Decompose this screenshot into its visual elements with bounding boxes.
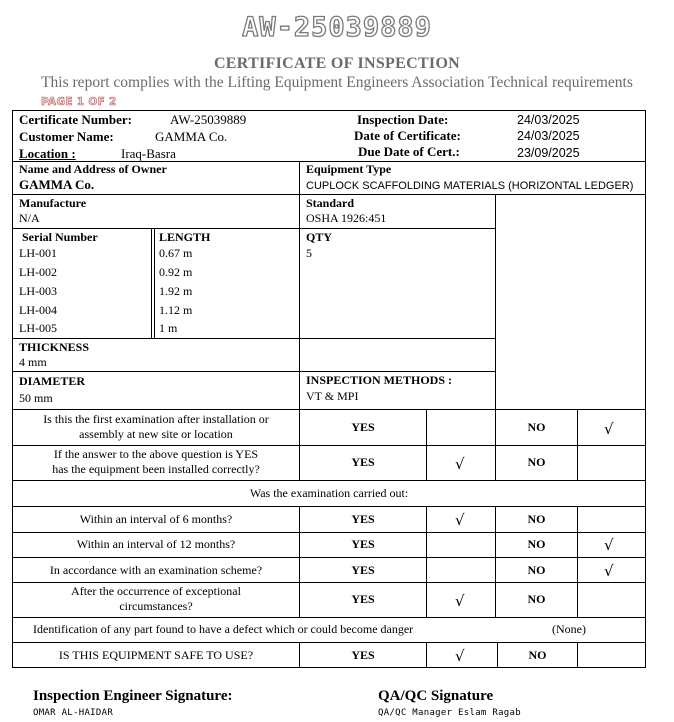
length-cell: 1 m bbox=[159, 321, 178, 335]
serial-cell: LH-001 bbox=[19, 246, 57, 260]
question-first-examination: Is this the first examination after installation or assembly at new site or location bbox=[43, 412, 269, 441]
no-label: NO bbox=[527, 537, 546, 551]
length-header: LENGTH bbox=[159, 230, 211, 244]
yes-label: YES bbox=[351, 537, 375, 551]
check-mark-icon: √ bbox=[604, 536, 614, 554]
certificate-number-value: AW-25039889 bbox=[170, 112, 247, 127]
serial-number-header: Serial Number bbox=[22, 230, 98, 244]
due-date-label: Due Date of Cert.: bbox=[358, 144, 460, 159]
date-of-certificate-value: 24/03/2025 bbox=[517, 129, 580, 143]
inspection-date-label: Inspection Date: bbox=[357, 112, 449, 127]
safe-to-use-question: IS THIS EQUIPMENT SAFE TO USE? bbox=[58, 648, 254, 662]
check-mark-icon: √ bbox=[604, 420, 614, 438]
thickness-label: THICKNESS bbox=[19, 340, 90, 354]
no-label: NO bbox=[527, 592, 546, 606]
date-of-certificate-label: Date of Certificate: bbox=[354, 128, 461, 143]
check-mark-icon: √ bbox=[455, 592, 465, 610]
defect-identification-label: Identification of any part found to have a defect which or could become danger bbox=[33, 622, 414, 636]
document-title: CERTIFICATE OF INSPECTION bbox=[213, 55, 461, 72]
owner-label: Name and Address of Owner bbox=[19, 162, 167, 176]
owner-value: GAMMA Co. bbox=[19, 177, 95, 192]
question-6-months: Within an interval of 6 months? bbox=[79, 512, 233, 526]
check-mark-icon: √ bbox=[455, 455, 465, 473]
check-mark-icon: √ bbox=[604, 562, 614, 580]
engineer-signature-label: Inspection Engineer Signature: bbox=[33, 688, 233, 704]
engineer-signature-name: OMAR AL-HAIDAR bbox=[33, 708, 114, 718]
no-label: NO bbox=[527, 512, 546, 526]
check-mark-icon: √ bbox=[455, 511, 465, 529]
check-mark-icon: √ bbox=[455, 647, 465, 665]
equipment-type-label: Equipment Type bbox=[306, 162, 392, 176]
yes-label: YES bbox=[351, 592, 375, 606]
qty-header: QTY bbox=[306, 230, 333, 244]
yes-label: YES bbox=[351, 563, 375, 577]
yes-label: YES bbox=[351, 420, 375, 434]
question-12-months: Within an interval of 12 months? bbox=[76, 537, 236, 551]
certificate-number-label: Certificate Number: bbox=[19, 112, 132, 127]
diameter-label: DIAMETER bbox=[19, 374, 86, 388]
standard-value: OSHA 1926:451 bbox=[306, 211, 387, 225]
due-date-value: 23/09/2025 bbox=[517, 146, 580, 160]
question-installed-correctly: If the answer to the above question is YES has the equipment been installed correctly? bbox=[52, 447, 260, 476]
defect-identification-value: (None) bbox=[552, 622, 586, 636]
standard-label: Standard bbox=[306, 196, 355, 210]
inspection-date-value: 24/03/2025 bbox=[517, 113, 580, 127]
question-examination-scheme: In accordance with an examination scheme? bbox=[49, 563, 263, 577]
length-cell: 1.12 m bbox=[159, 303, 193, 317]
manufacture-label: Manufacture bbox=[19, 196, 87, 210]
equipment-type-value: CUPLOCK SCAFFOLDING MATERIALS (HORIZONTAL LEDGER) bbox=[306, 180, 634, 192]
no-label: NO bbox=[527, 455, 546, 469]
yes-label: YES bbox=[351, 455, 375, 469]
location-value: Iraq-Basra bbox=[121, 146, 176, 161]
customer-name-value: GAMMA Co. bbox=[155, 129, 228, 144]
certificate-id-heading: AW-25039889 bbox=[242, 12, 432, 43]
location-label: Location : bbox=[19, 146, 76, 161]
page-indicator: PAGE 1 OF 2 bbox=[41, 96, 117, 108]
inspection-methods-value: VT & MPI bbox=[306, 389, 359, 403]
length-cell: 1.92 m bbox=[159, 284, 193, 298]
thickness-value: 4 mm bbox=[19, 355, 47, 369]
length-cell: 0.92 m bbox=[159, 265, 193, 279]
qa-qc-signature-name: QA/QC Manager Eslam Ragab bbox=[378, 708, 521, 718]
no-label: NO bbox=[527, 563, 546, 577]
qty-value: 5 bbox=[306, 246, 312, 260]
qa-qc-signature-label: QA/QC Signature bbox=[378, 688, 494, 704]
question-exceptional-circumstances: After the occurrence of exceptional circumstances? bbox=[71, 584, 241, 613]
diameter-value: 50 mm bbox=[19, 391, 53, 405]
no-label: NO bbox=[527, 420, 546, 434]
serial-cell: LH-002 bbox=[19, 265, 57, 279]
no-label: NO bbox=[528, 648, 547, 662]
length-cell: 0.67 m bbox=[159, 246, 193, 260]
yes-label: YES bbox=[351, 648, 375, 662]
manufacture-value: N/A bbox=[19, 211, 40, 225]
serial-cell: LH-004 bbox=[19, 303, 57, 317]
serial-cell: LH-003 bbox=[19, 284, 57, 298]
document-subtitle: This report complies with the Lifting Equipment Engineers Association Technical requirements bbox=[41, 74, 633, 91]
inspection-methods-label: INSPECTION METHODS : bbox=[306, 373, 453, 387]
serial-cell: LH-005 bbox=[19, 321, 57, 335]
yes-label: YES bbox=[351, 512, 375, 526]
examination-section-header: Was the examination carried out: bbox=[249, 486, 409, 500]
customer-name-label: Customer Name: bbox=[19, 129, 114, 144]
